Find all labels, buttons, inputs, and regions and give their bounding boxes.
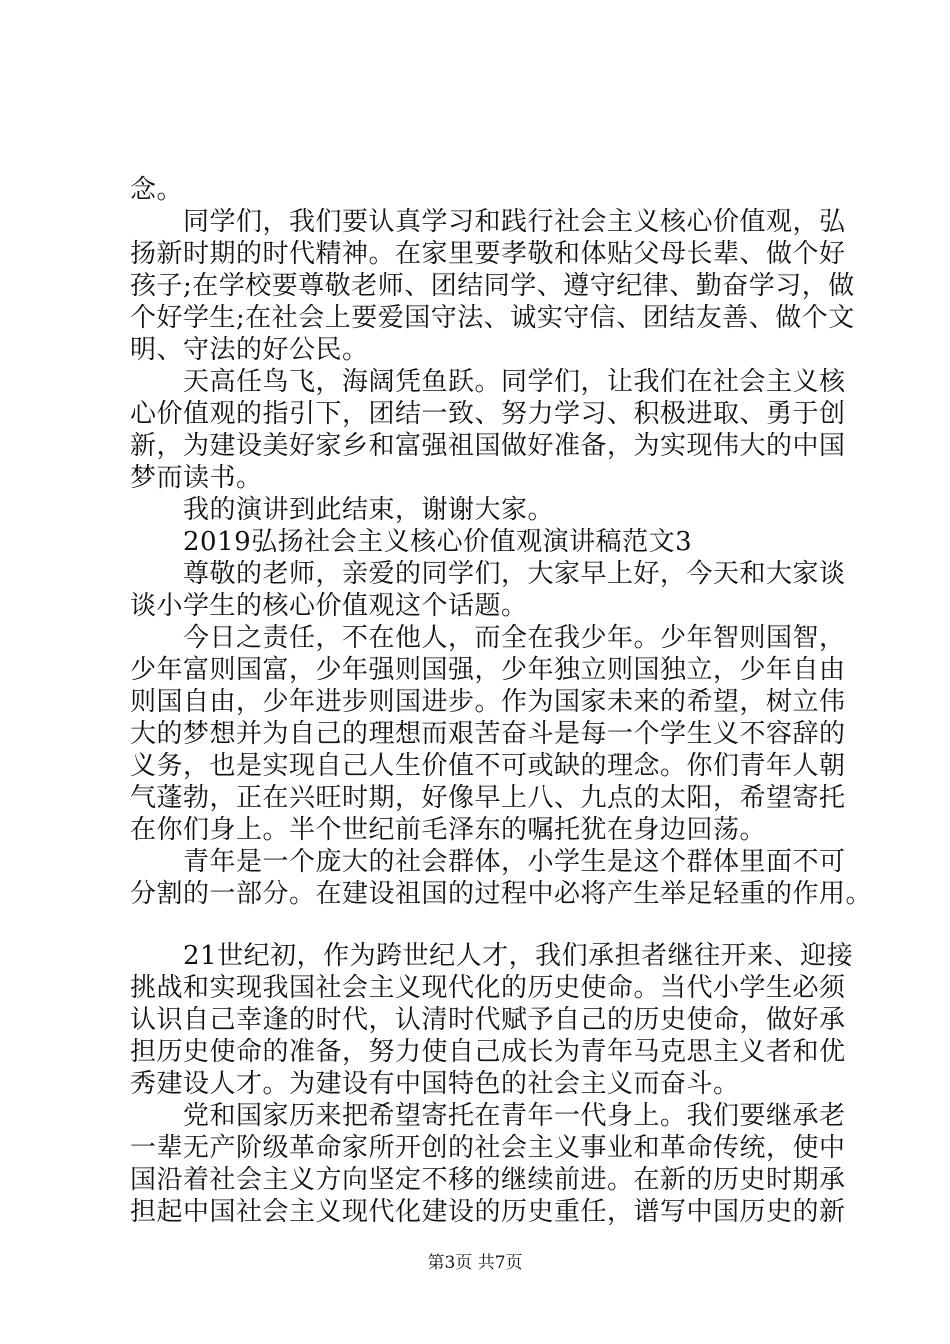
text-line: 心价值观的指引下，团结一致、努力学习、积极进取、勇于创 xyxy=(130,399,846,429)
text-line: 认识自己幸逢的时代，认清时代赋予自己的历史使命，做好承 xyxy=(130,1005,846,1035)
text-line: 个好学生;在社会上要爱国守法、诚实守信、团结友善、做个文 xyxy=(130,303,855,333)
text-line: 扬新时期的时代精神。在家里要孝敬和体贴父母长辈、做个好 xyxy=(130,239,846,269)
text-line: 则国自由，少年进步则国进步。作为国家未来的希望，树立伟 xyxy=(130,687,846,717)
text-line: 义务，也是实现自己人生价值不可或缺的理念。你们青年人朝 xyxy=(130,751,846,781)
text-line: 同学们，我们要认真学习和践行社会主义核心价值观，弘 xyxy=(130,207,846,237)
text-line: 担起中国社会主义现代化建设的历史重任，谱写中国历史的新 xyxy=(130,1197,846,1227)
text-line: 天高任鸟飞，海阔凭鱼跃。同学们，让我们在社会主义核 xyxy=(130,367,846,397)
text-line: 分割的一部分。在建设祖国的过程中必将产生举足轻重的作用。 xyxy=(130,879,873,909)
text-line: 气蓬勃，正在兴旺时期，好像早上八、九点的太阳，希望寄托 xyxy=(130,783,846,813)
text-line: 在你们身上。半个世纪前毛泽东的嘱托犹在身边回荡。 xyxy=(130,815,767,845)
text-line: 新，为建设美好家乡和富强祖国做好准备，为实现伟大的中国 xyxy=(130,431,846,461)
text-line: 少年富则国富，少年强则国强，少年独立则国独立，少年自由 xyxy=(130,655,846,685)
text-line: 国沿着社会主义方向坚定不移的继续前进。在新的历史时期承 xyxy=(130,1165,846,1195)
text-line: 大的梦想并为自己的理想而艰苦奋斗是每一个学生义不容辞的 xyxy=(130,719,846,749)
text-line: 孩子;在学校要尊敬老师、团结同学、遵守纪律、勤奋学习，做 xyxy=(130,271,855,301)
text-line: 青年是一个庞大的社会群体，小学生是这个群体里面不可 xyxy=(130,847,846,877)
text-line: 21世纪初，作为跨世纪人才，我们承担者继往开来、迎接 xyxy=(130,941,854,971)
text-line: 担历史使命的准备，努力使自己成长为青年马克思主义者和优 xyxy=(130,1037,846,1067)
text-line: 明、守法的好公民。 xyxy=(130,335,369,365)
text-line: 挑战和实现我国社会主义现代化的历史使命。当代小学生必须 xyxy=(130,973,846,1003)
section-heading: 2019弘扬社会主义核心价值观演讲稿范文3 xyxy=(130,527,693,557)
text-line: 今日之责任，不在他人，而全在我少年。少年智则国智， xyxy=(130,623,846,653)
text-line: 梦而读书。 xyxy=(130,463,263,493)
text-line: 我的演讲到此结束，谢谢大家。 xyxy=(130,495,555,525)
text-line: 秀建设人才。为建设有中国特色的社会主义而奋斗。 xyxy=(130,1069,740,1099)
text-line: 尊敬的老师，亲爱的同学们，大家早上好，今天和大家谈 xyxy=(130,559,846,589)
page-number-footer: 第3页 共7页 xyxy=(427,1253,523,1273)
text-line: 谈小学生的核心价值观这个话题。 xyxy=(130,591,528,621)
text-line: 一辈无产阶级革命家所开创的社会主义事业和革命传统，使中 xyxy=(130,1133,846,1163)
text-line: 党和国家历来把希望寄托在青年一代身上。我们要继承老 xyxy=(130,1101,846,1131)
text-line: 念。 xyxy=(130,175,184,205)
